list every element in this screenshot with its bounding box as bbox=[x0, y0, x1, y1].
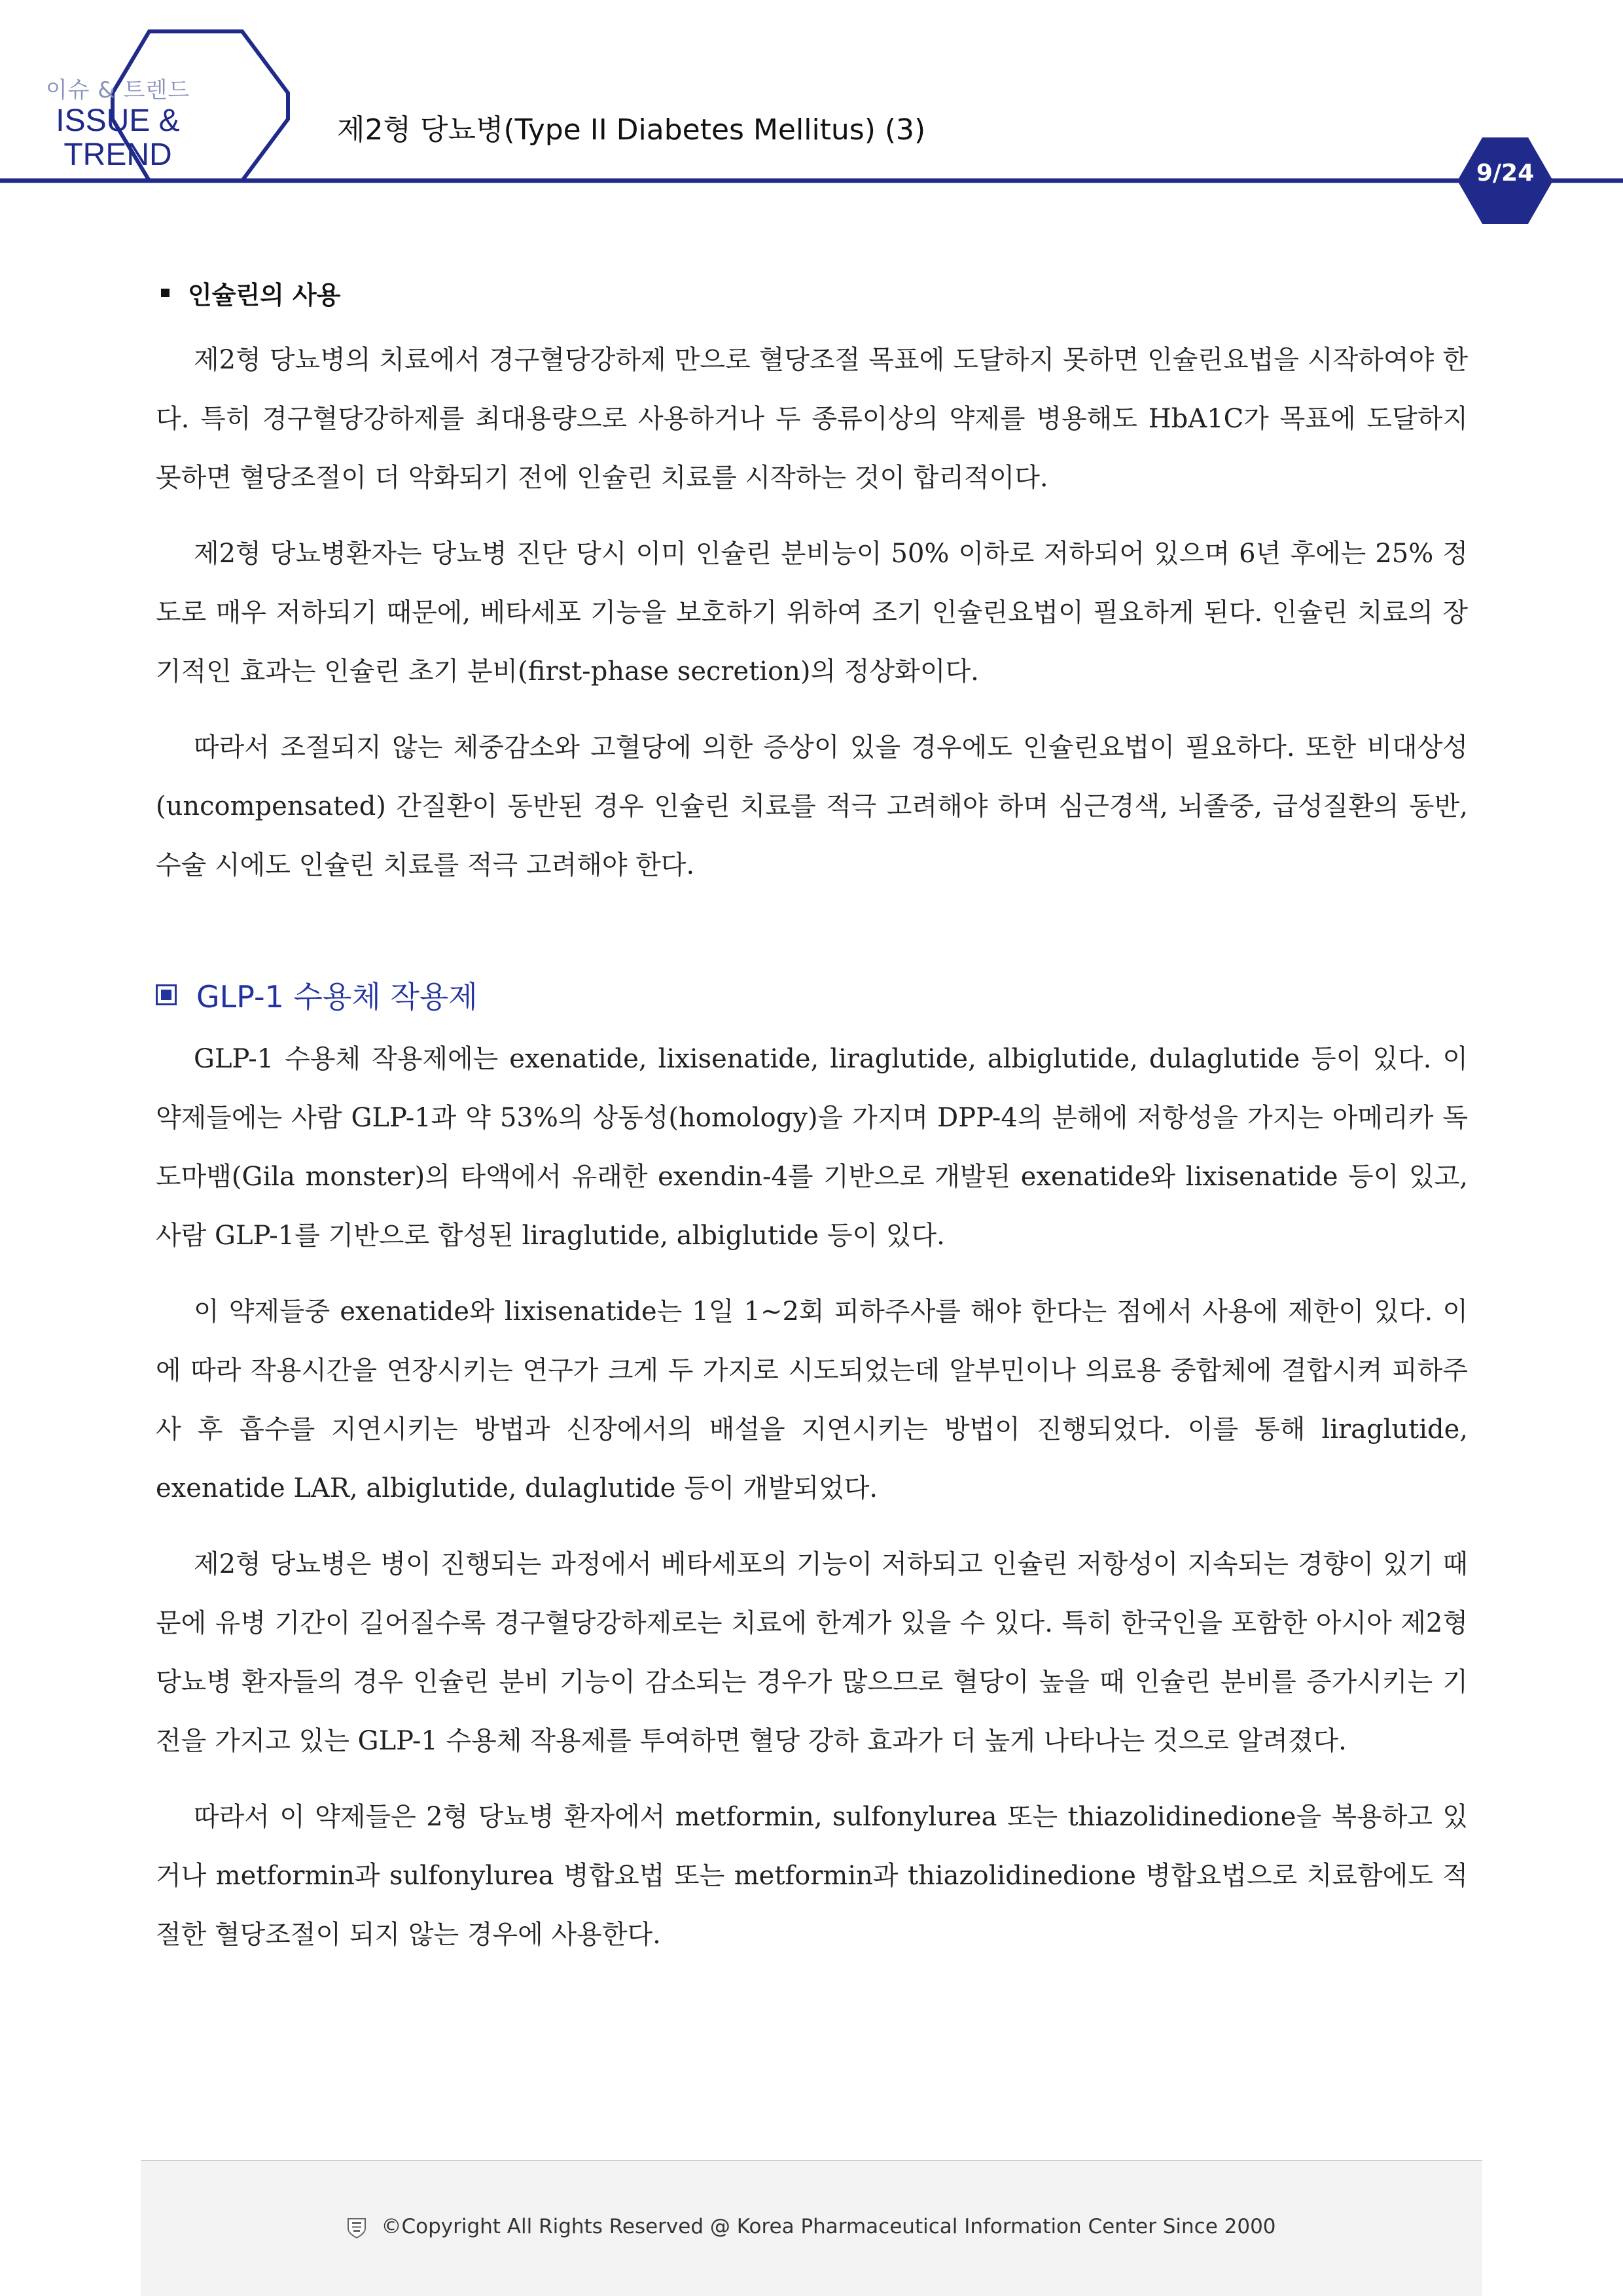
page-footer bbox=[141, 2161, 1482, 2296]
insulin-paragraph-1: 제2형 당뇨병의 치료에서 경구혈당강하제 만으로 혈당조절 목표에 도달하지 못하면 인슐린요법을 시작하여야 한다. 특히 경구혈당강하제를 최대용량으로 사용하거나 두 종류이상의 약제를 병용해도 HbA1C가 목표에 도달하지 못하면 혈당조절이 더 악화되기 전에 인슐린 치료를 시작하는 것이 합리적이다. bbox=[156, 345, 1468, 493]
footer-content bbox=[141, 2215, 1482, 2239]
document-title: 제2형 당뇨병(Type II Diabetes Mellitus) (3) bbox=[337, 113, 926, 147]
glp1-heading-text: GLP-1 수용체 작용제 bbox=[196, 979, 478, 1014]
page-header bbox=[0, 0, 1623, 236]
page-number: 9/24 bbox=[1476, 160, 1535, 187]
shield-seal-icon bbox=[347, 2217, 366, 2239]
copyright-text: ©Copyright All Rights Reserved @ Korea Pharmaceutical Information Center Since 2000 bbox=[381, 2215, 1276, 2238]
page-content bbox=[156, 275, 1468, 1981]
badge-en-line1: ISSUE & bbox=[56, 103, 180, 138]
glp1-paragraph-4: 따라서 이 약제들은 2형 당뇨병 환자에서 metformin, sulfonylurea 또는 thiazolidinedione을 복용하고 있거나 metformin과 sulfonylurea 병합요법 또는 metformin과 thiazolidinedione 병합요법으로 치료함에도 적절한 혈당조절이 되지 않는 경우에 사용한다. bbox=[156, 1802, 1468, 1950]
insulin-paragraph-2: 제2형 당뇨병환자는 당뇨병 진단 당시 이미 인슐린 분비능이 50% 이하로 저하되어 있으며 6년 후에는 25% 정도로 매우 저하되기 때문에, 베타세포 기능을 보호하기 위하여 조기 인슐린요법이 필요하게 된다. 인슐린 치료의 장기적인 효과는 인슐린 초기 분비(first-phase secretion)의 정상화이다. bbox=[156, 539, 1468, 687]
insulin-paragraph-3: 따라서 조절되지 않는 체중감소와 고혈당에 의한 증상이 있을 경우에도 인슐린요법이 필요하다. 또한 비대상성(uncompensated) 간질환이 동반된 경우 인슐린 치료를 적극 고려해야 하며 심근경색, 뇌졸중, 급성질환의 동반, 수술 시에도 인슐린 치료를 적극 고려해야 한다. bbox=[156, 732, 1468, 880]
glp1-paragraph-1: GLP-1 수용체 작용제에는 exenatide, lixisenatide, liraglutide, albiglutide, dulaglutide 등이 있다. 이 약제들에는 사람 GLP-1과 약 53%의 상동성(homology)을 가지며 DPP-4의 분해에 저항성을 가지는 아메리카 독도마뱀(Gila monster)의 타액에서 유래한 exendin-4를 기반으로 개발된 exenatide와 lixisenatide 등이 있고, 사람 GLP-1를 기반으로 합성된 liraglutide, albiglutide 등이 있다. bbox=[156, 1044, 1468, 1251]
glp1-section-heading bbox=[156, 973, 1468, 1016]
glp1-paragraph-3: 제2형 당뇨병은 병이 진행되는 과정에서 베타세포의 기능이 저하되고 인슐린 저항성이 지속되는 경향이 있기 때문에 유병 기간이 길어질수록 경구혈당강하제로는 치료에 한계가 있을 수 있다. 특히 한국인을 포함한 아시아 제2형 당뇨병 환자들의 경우 인슐린 분비 기능이 감소되는 경우가 많으므로 혈당이 높을 때 인슐린 분비를 증가시키는 기전을 가지고 있는 GLP-1 수용체 작용제를 투여하면 혈당 강하 효과가 더 높게 나타나는 것으로 알려졌다. bbox=[156, 1549, 1468, 1756]
issue-trend-badge bbox=[0, 72, 236, 172]
badge-kr-label: 이슈 & 트렌드 bbox=[45, 77, 190, 103]
insulin-heading-text: 인슐린의 사용 bbox=[188, 281, 341, 310]
filled-square-icon bbox=[156, 984, 177, 1005]
insulin-section-heading bbox=[156, 275, 1468, 311]
square-bullet-icon bbox=[161, 289, 169, 297]
glp1-paragraph-2: 이 약제들중 exenatide와 lixisenatide는 1일 1~2회 피하주사를 해야 한다는 점에서 사용에 제한이 있다. 이에 따라 작용시간을 연장시키는 연구가 크게 두 가지로 시도되었는데 알부민이나 의료용 중합체에 결합시켜 피하주사 후 흡수를 지연시키는 방법과 신장에서의 배설을 지연시키는 방법이 진행되었다. 이를 통해 liraglutide, exenatide LAR, albiglutide, dulaglutide 등이 개발되었다. bbox=[156, 1297, 1468, 1503]
badge-en-line2: TREND bbox=[63, 137, 172, 172]
